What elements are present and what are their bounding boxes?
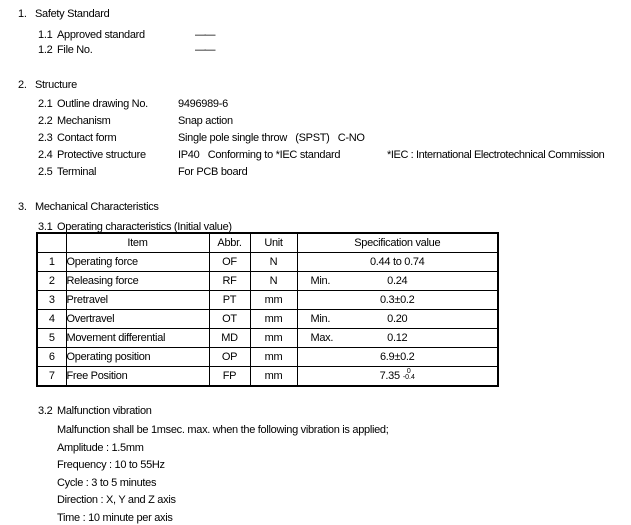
spec-value: 0.24 (387, 275, 408, 287)
item-number: 2.1 (38, 98, 53, 110)
item-label: Contact form (57, 132, 117, 144)
section-title: Safety Standard (35, 8, 110, 20)
table-row (37, 367, 498, 387)
table-row (37, 272, 498, 291)
cell-spec (297, 348, 498, 367)
item-label: Outline drawing No. (57, 98, 148, 110)
cell-item: Free Position (66, 367, 209, 387)
iec-footnote: *IEC : International Electrotechnical Commission (387, 149, 605, 161)
table-row (37, 291, 498, 310)
cell-abbr: PT (209, 291, 250, 310)
header-abbr: Abbr. (209, 233, 250, 253)
cell-spec (297, 253, 498, 272)
cell-no: 3 (37, 291, 66, 310)
header-unit: Unit (250, 233, 297, 253)
spec-value: 0.20 (387, 313, 408, 325)
item-number: 2.3 (38, 132, 53, 144)
spec-item-row (38, 130, 365, 147)
subsection-number: 3.2 (38, 405, 53, 417)
item-number: 2.5 (38, 166, 53, 178)
item-number: 1.2 (38, 44, 53, 56)
cell-abbr: MD (209, 329, 250, 348)
item-value: —— (195, 29, 214, 41)
spec-item-row (38, 147, 605, 164)
section-title: Structure (35, 79, 77, 91)
item-number: 1.1 (38, 29, 53, 41)
cell-spec (297, 329, 498, 348)
spec-qualifier: Min. (310, 275, 331, 287)
cell-spec (297, 367, 498, 387)
section-number: 3. (18, 201, 27, 213)
vibration-time-line: Time : 10 minute per axis (57, 511, 173, 524)
section-malfunction-vibration (38, 404, 389, 525)
cell-spec (297, 272, 498, 291)
cell-no: 6 (37, 348, 66, 367)
vibration-cycle-line: Cycle : 3 to 5 minutes (57, 476, 157, 489)
item-label: Protective structure (57, 149, 146, 161)
section-heading (18, 201, 232, 218)
cell-no: 1 (37, 253, 66, 272)
section-title: Mechanical Characteristics (35, 201, 159, 213)
item-value: Single pole single throw (SPST) C-NO (178, 132, 365, 144)
cell-no: 4 (37, 310, 66, 329)
spec-value: 0.44 to 0.74 (369, 256, 425, 268)
tolerance-lower: -0.4 (402, 374, 415, 382)
item-number: 2.2 (38, 115, 53, 127)
spec-item-row (38, 28, 214, 43)
cell-item: Operating force (66, 253, 209, 272)
spec-value: 0.12 (387, 332, 408, 344)
item-label: Approved standard (57, 29, 145, 41)
cell-abbr: OT (209, 310, 250, 329)
cell-item: Operating position (66, 348, 209, 367)
cell-spec (297, 291, 498, 310)
section-heading (18, 8, 214, 25)
section-safety-standard (18, 8, 214, 58)
table-header-row (37, 233, 498, 253)
cell-item: Overtravel (66, 310, 209, 329)
vibration-direction-line: Direction : X, Y and Z axis (57, 494, 176, 507)
spec-item-row (38, 113, 365, 130)
operating-characteristics-table-wrap (36, 232, 499, 387)
cell-abbr: OF (209, 253, 250, 272)
cell-unit: mm (250, 310, 297, 329)
vibration-condition-line: Malfunction shall be 1msec. max. when the following vibration is applied; (57, 424, 389, 436)
cell-unit: mm (250, 329, 297, 348)
table-row (37, 310, 498, 329)
item-label: File No. (57, 44, 93, 56)
vibration-frequency-line: Frequency : 10 to 55Hz (57, 459, 165, 472)
header-no (37, 233, 66, 253)
spec-item-row (38, 43, 214, 58)
subsection-title: Malfunction vibration (57, 405, 152, 417)
spec-value: 0.3±0.2 (379, 294, 415, 306)
spec-value: 7.35 (379, 370, 400, 382)
cell-abbr: FP (209, 367, 250, 387)
item-value: —— (195, 44, 214, 56)
tolerance-stack (403, 369, 415, 381)
cell-no: 2 (37, 272, 66, 291)
subsection-number: 3.1 (38, 221, 53, 233)
table-row (37, 348, 498, 367)
cell-item: Pretravel (66, 291, 209, 310)
spec-qualifier: Max. (310, 332, 334, 344)
cell-abbr: OP (209, 348, 250, 367)
section-number: 1. (18, 8, 27, 20)
section-mechanical-characteristics (18, 201, 232, 235)
tolerance-upper: 0 (406, 368, 411, 376)
section-structure (18, 79, 605, 181)
section-number: 2. (18, 79, 27, 91)
cell-abbr: RF (209, 272, 250, 291)
item-value: IP40 Conforming to *IEC standard (178, 149, 341, 161)
section-heading (18, 79, 365, 96)
cell-unit: mm (250, 348, 297, 367)
header-item: Item (66, 233, 209, 253)
cell-unit: mm (250, 367, 297, 387)
item-label: Mechanism (57, 115, 111, 127)
table-row (37, 253, 498, 272)
cell-item: Releasing force (66, 272, 209, 291)
spec-item-row (38, 164, 365, 181)
item-value: Snap action (178, 115, 233, 127)
cell-unit: mm (250, 291, 297, 310)
header-spec: Specification value (297, 233, 498, 253)
spec-qualifier: Min. (310, 313, 331, 325)
spec-value: 6.9±0.2 (379, 351, 415, 363)
vibration-amplitude-line: Amplitude : 1.5mm (57, 441, 144, 454)
item-number: 2.4 (38, 149, 53, 161)
item-value: 9496989-6 (178, 98, 228, 110)
table-row (37, 329, 498, 348)
item-value: For PCB board (178, 166, 248, 178)
cell-unit: N (250, 272, 297, 291)
cell-no: 7 (37, 367, 66, 387)
cell-spec (297, 310, 498, 329)
cell-no: 5 (37, 329, 66, 348)
spec-item-row (38, 96, 365, 113)
subsection-title: Operating characteristics (Initial value) (57, 221, 232, 233)
item-label: Terminal (57, 166, 97, 178)
operating-characteristics-table (36, 232, 499, 387)
cell-unit: N (250, 253, 297, 272)
cell-item: Movement differential (66, 329, 209, 348)
subsection-heading (38, 404, 389, 422)
